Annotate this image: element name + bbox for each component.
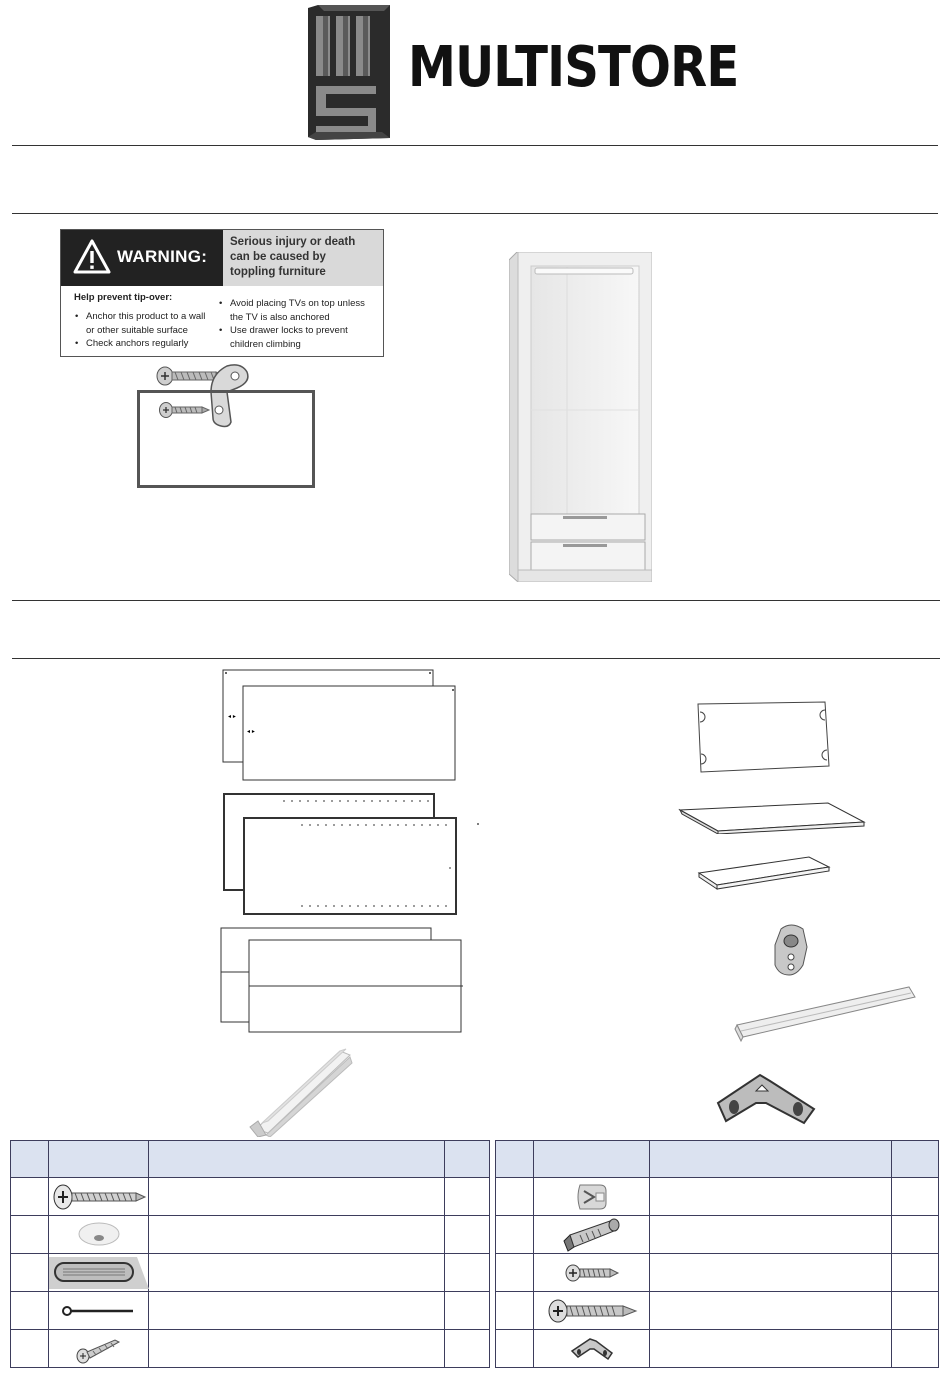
table-row: [496, 1254, 939, 1292]
table-header-cell: [11, 1141, 49, 1178]
prevent-heading: Help prevent tip-over:: [74, 292, 173, 303]
multistore-logo-icon: [306, 4, 396, 142]
table-header-cell: [650, 1141, 892, 1178]
wardrobe-illustration: [509, 252, 652, 582]
wall-screw-icon: [546, 1296, 638, 1326]
table-row: [496, 1216, 939, 1254]
divider: [12, 145, 938, 146]
drilled-panel-pair: [222, 792, 484, 917]
warning-tips-left: [75, 310, 205, 351]
top-panel: [695, 700, 831, 774]
fittings-table-right: [495, 1140, 939, 1368]
anti-tip-screw-icon: [158, 400, 210, 420]
divider: [12, 600, 940, 601]
warning-risk-box: [223, 230, 383, 286]
long-screw-icon: [51, 1182, 147, 1212]
svg-text:◂ ▸: ◂ ▸: [228, 713, 236, 720]
countersunk-screw-icon: [75, 1334, 123, 1364]
table-header-cell: [49, 1141, 149, 1178]
rail-support-icon: [771, 923, 813, 979]
table-row: [11, 1254, 490, 1292]
table-row: [496, 1178, 939, 1216]
table-row: [11, 1330, 490, 1368]
hanging-rail: [733, 985, 917, 1043]
nail-icon: [61, 1303, 137, 1319]
warning-tips-right: [219, 297, 365, 351]
fittings-table-left: [10, 1140, 490, 1368]
corner-bracket-icon: [714, 1073, 816, 1127]
angle-bracket-icon: [570, 1335, 614, 1363]
table-row: [496, 1292, 939, 1330]
table-header-cell: [892, 1141, 939, 1178]
shelf-board: [678, 802, 866, 834]
divider: [12, 213, 938, 214]
plinth-board: [697, 855, 833, 891]
cam-lock-icon: [574, 1181, 610, 1213]
joining-profile-strip: [248, 1045, 358, 1137]
table-header-cell: [149, 1141, 445, 1178]
divider: [12, 658, 940, 659]
table-header-cell: [496, 1141, 534, 1178]
wooden-dowel-icon: [49, 1257, 149, 1289]
svg-text:◂ ▸: ◂ ▸: [247, 728, 255, 735]
warning-header: [61, 230, 223, 286]
table-header-cell: [445, 1141, 490, 1178]
tip-over-warning-label: [60, 229, 384, 357]
cam-bolt-icon: [560, 1217, 624, 1253]
table-row: [496, 1330, 939, 1368]
table-header-cell: [534, 1141, 650, 1178]
brand-name: MULTISTORE: [408, 35, 739, 100]
side-panel-pair: [221, 668, 461, 783]
warning-tip: • Avoid placing TVs on top unless the TV is also anchored: [219, 297, 365, 324]
warning-triangle-icon: [73, 238, 111, 276]
back-panel-pair: [219, 926, 467, 1036]
table-row: [11, 1292, 490, 1330]
warning-risk-line: toppling furniture: [230, 266, 326, 278]
cover-cap-icon: [74, 1220, 124, 1250]
table-row: [11, 1216, 490, 1254]
warning-tip: • Anchor this product to a wall or other suitable surface: [75, 310, 205, 337]
warning-title: WARNING:: [117, 247, 208, 266]
warning-risk-line: Serious injury or death: [230, 236, 356, 248]
table-header-row: [11, 1141, 490, 1178]
short-screw-icon: [564, 1261, 620, 1285]
table-row: [11, 1178, 490, 1216]
table-header-row: [496, 1141, 939, 1178]
warning-tip: • Check anchors regularly: [75, 337, 205, 351]
warning-risk-line: can be caused by: [230, 251, 326, 263]
warning-tip: • Use drawer locks to prevent children climbing: [219, 324, 365, 351]
